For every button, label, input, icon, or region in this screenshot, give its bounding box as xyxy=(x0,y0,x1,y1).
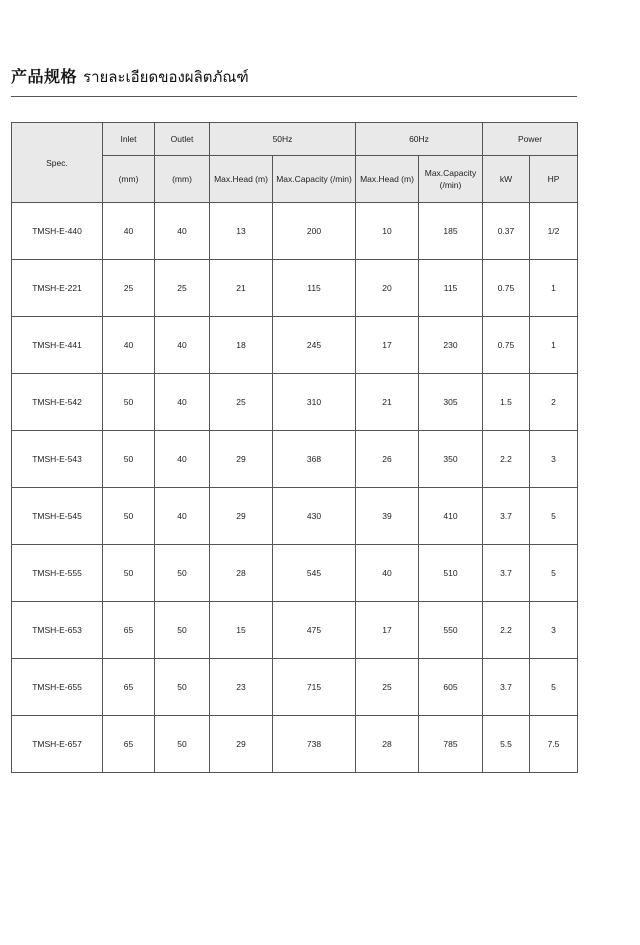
page-title-thai: รายละเอียดของผลิตภัณฑ์ xyxy=(83,69,249,86)
cell-spec: TMSH-E-545 xyxy=(12,488,103,545)
cell-inlet: 65 xyxy=(103,716,155,773)
cell-spec: TMSH-E-653 xyxy=(12,602,103,659)
cell-outlet: 50 xyxy=(155,602,210,659)
cell-capacity-50hz: 368 xyxy=(273,431,356,488)
table-row xyxy=(12,203,578,260)
cell-capacity-50hz: 738 xyxy=(273,716,356,773)
cell-power-kw: 1.5 xyxy=(483,374,530,431)
cell-head-60hz: 26 xyxy=(356,431,419,488)
cell-outlet: 40 xyxy=(155,203,210,260)
cell-head-50hz: 21 xyxy=(210,260,273,317)
cell-head-50hz: 15 xyxy=(210,602,273,659)
header-60hz-capacity xyxy=(419,156,483,203)
cell-inlet: 50 xyxy=(103,488,155,545)
spec-table xyxy=(11,122,578,773)
cell-capacity-50hz: 545 xyxy=(273,545,356,602)
header-60hz: 60Hz xyxy=(356,123,483,156)
cell-spec: TMSH-E-555 xyxy=(12,545,103,602)
cell-power-kw: 3.7 xyxy=(483,545,530,602)
cell-capacity-50hz: 310 xyxy=(273,374,356,431)
cell-head-50hz: 29 xyxy=(210,431,273,488)
table-row xyxy=(12,374,578,431)
header-spec: Spec. xyxy=(12,123,103,203)
cell-power-hp: 2 xyxy=(530,374,578,431)
cell-capacity-60hz: 550 xyxy=(419,602,483,659)
cell-capacity-50hz: 715 xyxy=(273,659,356,716)
cell-outlet: 40 xyxy=(155,317,210,374)
cell-power-kw: 0.37 xyxy=(483,203,530,260)
table-row xyxy=(12,602,578,659)
cell-inlet: 50 xyxy=(103,545,155,602)
cell-capacity-60hz: 785 xyxy=(419,716,483,773)
title-divider xyxy=(11,96,577,97)
cell-head-60hz: 10 xyxy=(356,203,419,260)
table-row xyxy=(12,431,578,488)
cell-capacity-50hz: 475 xyxy=(273,602,356,659)
cell-power-hp: 7.5 xyxy=(530,716,578,773)
table-row xyxy=(12,260,578,317)
cell-capacity-60hz: 410 xyxy=(419,488,483,545)
cell-capacity-60hz: 350 xyxy=(419,431,483,488)
cell-spec: TMSH-E-543 xyxy=(12,431,103,488)
cell-power-kw: 5.5 xyxy=(483,716,530,773)
cell-capacity-60hz: 230 xyxy=(419,317,483,374)
cell-capacity-60hz: 185 xyxy=(419,203,483,260)
cell-head-60hz: 20 xyxy=(356,260,419,317)
cell-power-hp: 1 xyxy=(530,317,578,374)
header-inlet: Inlet xyxy=(103,123,155,156)
cell-spec: TMSH-E-657 xyxy=(12,716,103,773)
cell-capacity-60hz: 510 xyxy=(419,545,483,602)
cell-power-hp: 5 xyxy=(530,488,578,545)
cell-head-50hz: 18 xyxy=(210,317,273,374)
cell-power-hp: 3 xyxy=(530,602,578,659)
cell-head-60hz: 21 xyxy=(356,374,419,431)
cell-head-60hz: 28 xyxy=(356,716,419,773)
cell-power-hp: 5 xyxy=(530,659,578,716)
cell-outlet: 25 xyxy=(155,260,210,317)
cell-power-kw: 0.75 xyxy=(483,260,530,317)
cell-power-hp: 1 xyxy=(530,260,578,317)
cell-inlet: 40 xyxy=(103,317,155,374)
cell-spec: TMSH-E-542 xyxy=(12,374,103,431)
cell-head-60hz: 17 xyxy=(356,602,419,659)
spec-table-body xyxy=(12,203,578,773)
cell-inlet: 65 xyxy=(103,659,155,716)
cell-head-60hz: 40 xyxy=(356,545,419,602)
cell-power-kw: 3.7 xyxy=(483,659,530,716)
cell-capacity-60hz: 305 xyxy=(419,374,483,431)
cell-power-hp: 1/2 xyxy=(530,203,578,260)
cell-power-kw: 3.7 xyxy=(483,488,530,545)
header-50hz-head: Max.Head (m) xyxy=(210,156,273,203)
cell-head-50hz: 13 xyxy=(210,203,273,260)
cell-capacity-60hz: 115 xyxy=(419,260,483,317)
cell-capacity-50hz: 430 xyxy=(273,488,356,545)
header-row-groups xyxy=(12,123,578,156)
cell-head-60hz: 39 xyxy=(356,488,419,545)
header-inlet-unit: (mm) xyxy=(103,156,155,203)
cell-spec: TMSH-E-655 xyxy=(12,659,103,716)
cell-head-60hz: 17 xyxy=(356,317,419,374)
header-50hz-capacity: Max.Capacity (/min) xyxy=(273,156,356,203)
cell-outlet: 50 xyxy=(155,659,210,716)
cell-power-kw: 2.2 xyxy=(483,602,530,659)
table-row xyxy=(12,716,578,773)
cell-inlet: 50 xyxy=(103,374,155,431)
cell-head-60hz: 25 xyxy=(356,659,419,716)
header-outlet-unit: (mm) xyxy=(155,156,210,203)
cell-power-kw: 0.75 xyxy=(483,317,530,374)
header-power-kw: kW xyxy=(483,156,530,203)
cell-inlet: 25 xyxy=(103,260,155,317)
table-row xyxy=(12,317,578,374)
table-row xyxy=(12,545,578,602)
page-title-chinese: 产品规格 xyxy=(11,69,78,86)
cell-capacity-50hz: 245 xyxy=(273,317,356,374)
cell-capacity-50hz: 200 xyxy=(273,203,356,260)
cell-outlet: 50 xyxy=(155,716,210,773)
cell-capacity-50hz: 115 xyxy=(273,260,356,317)
header-power: Power xyxy=(483,123,578,156)
header-60hz-capacity-line2: (/min) xyxy=(439,180,462,190)
spec-table-header xyxy=(12,123,578,203)
header-50hz: 50Hz xyxy=(210,123,356,156)
header-outlet: Outlet xyxy=(155,123,210,156)
cell-head-50hz: 23 xyxy=(210,659,273,716)
table-row xyxy=(12,488,578,545)
table-row xyxy=(12,659,578,716)
cell-spec: TMSH-E-440 xyxy=(12,203,103,260)
cell-head-50hz: 29 xyxy=(210,488,273,545)
cell-spec: TMSH-E-221 xyxy=(12,260,103,317)
cell-inlet: 65 xyxy=(103,602,155,659)
cell-head-50hz: 28 xyxy=(210,545,273,602)
header-60hz-head: Max.Head (m) xyxy=(356,156,419,203)
cell-outlet: 40 xyxy=(155,431,210,488)
header-power-hp: HP xyxy=(530,156,578,203)
cell-power-kw: 2.2 xyxy=(483,431,530,488)
cell-inlet: 40 xyxy=(103,203,155,260)
cell-power-hp: 3 xyxy=(530,431,578,488)
header-60hz-capacity-line1: Max.Capacity xyxy=(424,168,477,178)
cell-outlet: 50 xyxy=(155,545,210,602)
cell-capacity-60hz: 605 xyxy=(419,659,483,716)
cell-head-50hz: 25 xyxy=(210,374,273,431)
cell-spec: TMSH-E-441 xyxy=(12,317,103,374)
cell-inlet: 50 xyxy=(103,431,155,488)
cell-power-hp: 5 xyxy=(530,545,578,602)
cell-head-50hz: 29 xyxy=(210,716,273,773)
page-title xyxy=(11,66,249,90)
cell-outlet: 40 xyxy=(155,488,210,545)
cell-outlet: 40 xyxy=(155,374,210,431)
